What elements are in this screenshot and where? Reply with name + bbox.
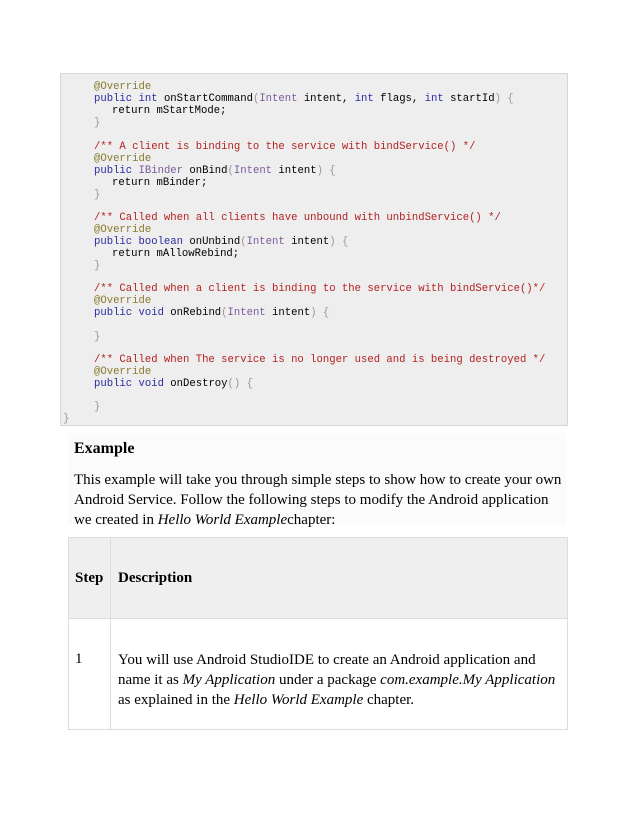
code-token: intent [278, 165, 317, 177]
example-paragraph-text-1: This example will take you through simple steps to show how to create your own Android Service. Follow the following steps to modify the Android application we created in [74, 472, 562, 528]
row-desc-text-2: under a package [275, 672, 381, 688]
code-token: return mBinder; [112, 177, 208, 189]
code-token: } [94, 260, 101, 272]
code-token: () { [227, 378, 253, 390]
code-token: ) { [494, 93, 514, 105]
code-token: /** Called when all clients have unbound with unbindService() */ [94, 212, 501, 224]
code-token: ) { [329, 236, 349, 248]
code-token: public [94, 165, 139, 177]
code-token: @Override [94, 153, 152, 165]
code-token: Intent [259, 93, 304, 105]
row-desc-em-3: Hello World Example [233, 692, 364, 708]
code-token: return mStartMode; [112, 105, 227, 117]
code-token: flags, [380, 93, 425, 105]
code-line [112, 249, 239, 261]
steps-table [68, 537, 568, 730]
example-heading: Example [74, 440, 135, 457]
code-token: onRebind [170, 307, 222, 319]
code-token: Intent [233, 165, 279, 177]
code-token: } [94, 401, 101, 413]
code-token: public void [94, 307, 171, 319]
code-token: } [94, 331, 101, 343]
example-paragraph-emphasis: Hello World Example [157, 512, 288, 528]
code-token: Intent [227, 307, 273, 319]
code-token: ) { [316, 165, 336, 177]
code-token: Intent [246, 236, 292, 248]
row-desc-text-4: chapter. [363, 692, 415, 708]
code-token: } [94, 189, 101, 201]
code-token: int [354, 93, 381, 105]
code-token: public int [94, 93, 164, 105]
code-token: @Override [94, 224, 152, 236]
code-line [94, 190, 100, 202]
code-line [94, 332, 100, 344]
code-line [112, 106, 226, 118]
code-line [94, 213, 501, 225]
row-step-number: 1 [75, 651, 83, 667]
code-token: startId [450, 93, 495, 105]
code-token: ) { [310, 307, 330, 319]
code-token: /** A client is binding to the service with bindService() */ [94, 141, 476, 153]
code-line [94, 379, 253, 391]
code-token: intent [291, 236, 330, 248]
code-line [94, 355, 545, 367]
code-token: @Override [94, 81, 152, 93]
code-line [94, 308, 329, 320]
code-token: } [63, 413, 70, 425]
row-desc-em-1: My Application [182, 672, 276, 688]
code-token: onStartCommand [163, 93, 253, 105]
code-token: int [424, 93, 451, 105]
code-token: ( [252, 93, 260, 105]
code-block [60, 73, 568, 426]
code-token: intent, [303, 93, 355, 105]
code-token: onBind [189, 165, 228, 177]
code-token: ( [227, 165, 234, 177]
code-line [94, 118, 100, 130]
code-token: @Override [94, 295, 152, 307]
code-token: onUnbind [189, 236, 241, 248]
code-line [94, 261, 100, 273]
example-paragraph-text-2: chapter: [287, 512, 336, 528]
code-token: /** Called when The service is no longer used and is being destroyed */ [94, 354, 546, 366]
code-token: public void [94, 378, 171, 390]
code-token: onDestroy [170, 378, 228, 390]
code-token: IBinder [138, 165, 190, 177]
code-line [94, 284, 545, 296]
code-token: ( [221, 307, 228, 319]
row-desc-text-1: You will use Android StudioIDE to create an Android application and name it as [118, 652, 536, 688]
code-token: @Override [94, 366, 152, 378]
header-description: Description [118, 570, 193, 586]
code-token: ( [240, 236, 247, 248]
header-step: Step [75, 570, 104, 586]
example-paragraph [74, 470, 568, 530]
code-token: intent [272, 307, 311, 319]
code-token: public boolean [94, 236, 190, 248]
code-token: return mAllowRebind; [112, 248, 240, 260]
row-desc-text-3: as explained in the [118, 692, 234, 708]
code-token: /** Called when a client is binding to the service with bindService()*/ [94, 283, 546, 295]
column-divider [110, 538, 111, 729]
code-line [112, 178, 207, 190]
code-line [63, 414, 69, 426]
code-token: } [94, 117, 101, 129]
row-description [118, 650, 564, 710]
row-desc-em-2: com.example.My Application [380, 672, 556, 688]
code-line [94, 402, 100, 414]
